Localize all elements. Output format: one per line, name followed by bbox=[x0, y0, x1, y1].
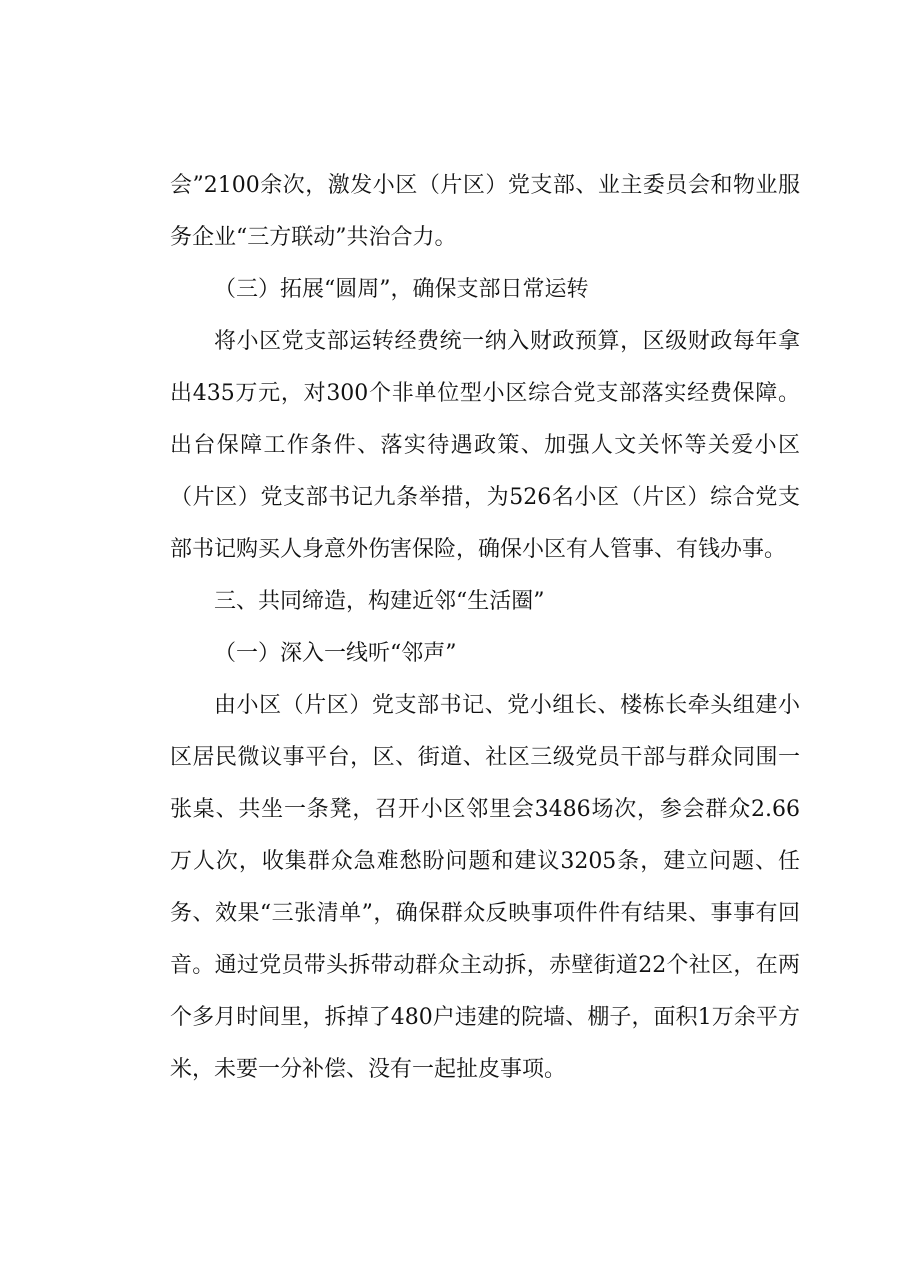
paragraph-continuation: 会”2100余次，激发小区（片区）党支部、业主委员会和物业服务企业“三方联动”共治合力。 bbox=[170, 173, 800, 250]
paragraph-funding: 将小区党支部运转经费统一纳入财政预算，区级财政每年拿出435万元，对300个非单位型小区综合党支部落实经费保障。出台保障工作条件、落实待遇政策、加强人文关怀等关爱小区（片区）党支部书记九条举措，为526名小区（片区）综合党支部书记购买人身意外伤害保险，确保小区有人管事、有钱办事。 bbox=[170, 329, 800, 562]
paragraph-neighbors: 由小区（片区）党支部书记、党小组长、楼栋长牵头组建小区居民微议事平台，区、街道、社区三级党员干部与群众同围一张桌、共坐一条凳，召开小区邻里会3486场次，参会群众2.66万人次，收集群众急难愁盼问题和建议3205条，建立问题、任务、效果“三张清单”，确保群众反映事项件件有结果、事事有回音。通过党员带头拆带动群众主动拆，赤壁街道22个社区，在两个多月时间里，拆掉了480户违建的院墙、棚子，面积1万余平方米，未要一分补偿、没有一起扯皮事项。 bbox=[170, 693, 800, 1082]
section-heading-1: （一）深入一线听“邻声” bbox=[214, 641, 457, 666]
document-body bbox=[170, 160, 800, 1096]
chapter-heading-3: 三、共同缔造，构建近邻“生活圈” bbox=[214, 589, 545, 614]
section-heading-3: （三）拓展“圆周”，确保支部日常运转 bbox=[214, 277, 589, 302]
